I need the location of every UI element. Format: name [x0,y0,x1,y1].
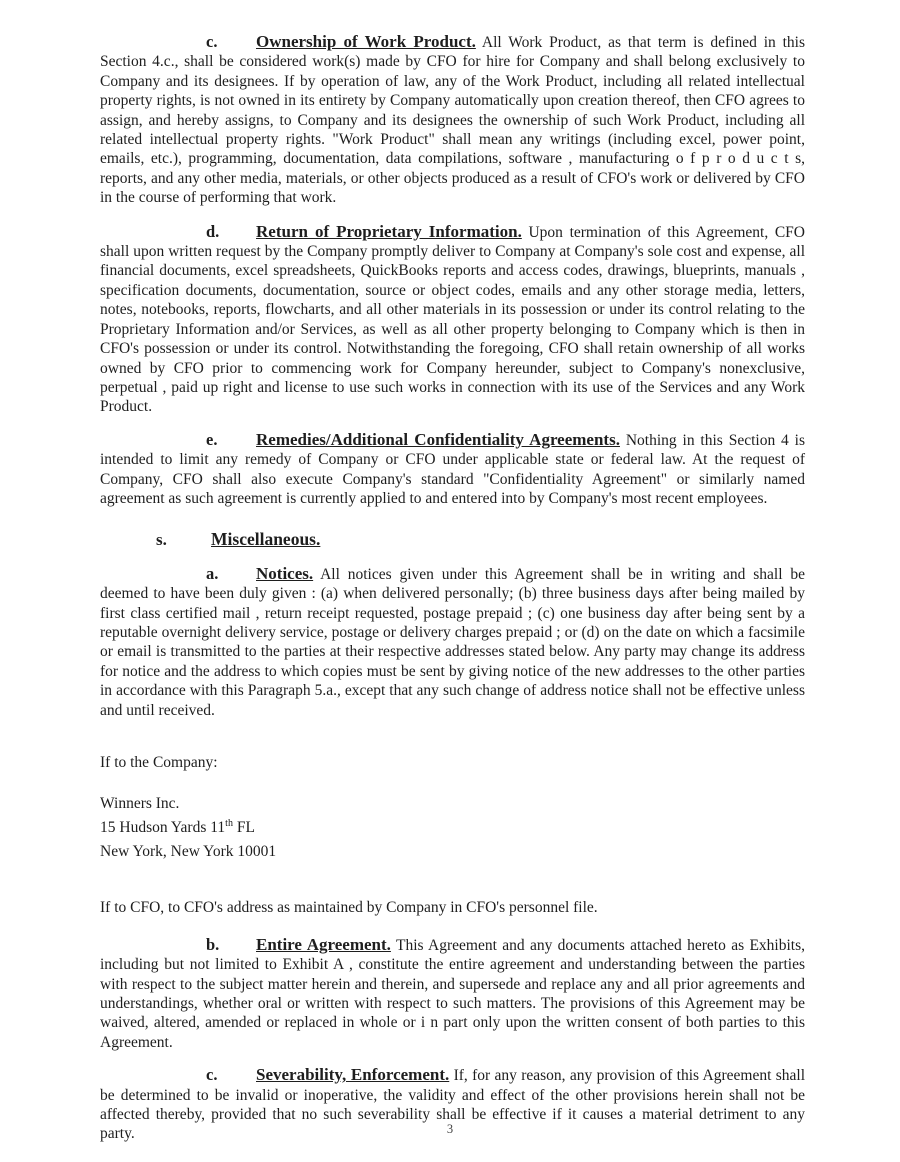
paragraph-label-remedies: e. [206,429,218,449]
heading-return-of-proprietary-information: Return of Proprietary Information. [256,221,522,241]
paragraph-return-text: Upon termination of this Agreement, CFO shall upon written request by the Company promptly deliver to Company at Company's sole cost and expense, all financial documents, excel spreadsheets, QuickBooks reports and access codes, drawings, blueprints, manuals , specification documents, documentation, source or object codes, emails and any other storage media, letters, notes, notebooks, reports, flowcharts, and all other materials in its possession or under its control relating to the Proprietary Information and/or Services, as well as all other property belonging to Company which is then in CFO's possession or under its control. Notwithstanding the foregoing, CFO shall retain ownership of all works owned by CFO prior to commencing work for Company hereunder, subject to Company's nonexclusive, perpetual , paid up right and license to use such works in connection with its use of the Services and any Work Product. [100,223,805,416]
heading-entire-agreement: Entire Agreement. [256,934,391,954]
paragraph-return-of-proprietary-information [100,222,805,417]
address-line-street [100,816,805,840]
paragraph-label-notices: a. [206,563,219,583]
paragraph-ownership [100,32,805,208]
page-number: 3 [446,1122,454,1136]
paragraph-label-entire-agreement: b. [206,934,220,954]
cfo-notice-line: If to CFO, to CFO's address as maintained by Company in CFO's personnel file. [100,899,598,917]
paragraph-label-ownership: c. [206,32,218,51]
paragraph-ownership-text: All Work Product, as that term is defined in this Section 4.c., shall be considered work(s) made by CFO for hire for Company and shall belong exclusively to Company and its designees. If by operation of law, any of the Work Product, including all related intellectual property rights, is not owned in its entirety by Company automatically upon creation thereof, then CFO agrees to assign, and hereby assigns, to Company and its designees the ownership of such Work Product, including all related intellectual property rights. "Work Product" shall mean any writings (including excel, power point, emails, etc.), programming, documentation, data compilations, software , manufacturing o f p r o d u c t s, reports, and any other media, materials, or other objects produced as a result of CFO's work or delivered by CFO in the course of performing that work. [100,34,805,207]
heading-severability: Severability, Enforcement. [256,1065,450,1085]
company-notice-intro: If to the Company: [100,754,218,771]
address-street-ordinal-suffix: th [225,818,233,830]
paragraph-remedies-text: Nothing in this Section 4 is intended to limit any remedy of Company or CFO under applicable state or federal law. At the request of Company, CFO shall also execute Company's standard "Confidentiality Agreement" or similarly named agreement as such agreement is currently applied to and entered into by Company's most recent employees. [100,431,806,507]
heading-ownership: Ownership of Work Product. [256,32,476,51]
paragraph-label-severability: c. [206,1065,218,1085]
heading-miscellaneous: Miscellaneous. [211,529,321,550]
company-address-block [100,792,805,864]
section-label-miscellaneous: s. [156,530,167,550]
paragraph-label-return: d. [206,221,220,241]
paragraph-severability-text: If, for any reason, any provision of this Agreement shall be determined to be invalid or inoperative, the validity and effect of the other provisions herein shall not be affected thereby, provided that no such severability shall be effective if it causes a material detriment to any party. [100,1067,806,1143]
address-street-suffix-text: FL [232,819,255,837]
paragraph-entire-agreement [100,935,805,1052]
paragraph-remedies [100,430,805,509]
paragraph-notices [100,564,805,720]
heading-remedies: Remedies/Additional Confidentiality Agreements. [256,429,620,449]
address-street-text: 15 Hudson Yards 11 [100,819,226,837]
address-line-city: New York, New York 10001 [100,843,277,861]
section-miscellaneous [100,530,805,550]
heading-notices: Notices. [256,563,314,583]
paragraph-notices-text: All notices given under this Agreement shall be in writing and shall be deemed to have been duly given : (a) when delivered personally; (b) three business days after being mailed by first class certified mail , return receipt requested, postage prepaid ; (c) one business day after being sent by a reputable overnight delivery service, postage or delivery charges prepaid ; or (d) on the date on which a facsimile or email is transmitted to the parties at their respective addresses stated below. Any party may change its address for notice and the address to which copies must be sent by giving notice of the new addresses to the other parties in accordance with this Paragraph 5.a., except that any such change of address notice shall not be effective unless and until received. [100,565,805,719]
paragraph-entire-agreement-text: This Agreement and any documents attached hereto as Exhibits, including but not limited to Exhibit A , constitute the entire agreement and understanding between the parties with respect to the subject matter herein and therein, and supersede and replace any and all prior agreements and understandings, whether oral or written with respect to such matters. The provisions of this Agreement may be waived, altered, amended or replaced in whole or i n part only upon the written consent of both parties to this Agreement. [100,936,805,1051]
address-line-company-name: Winners Inc. [100,795,180,813]
